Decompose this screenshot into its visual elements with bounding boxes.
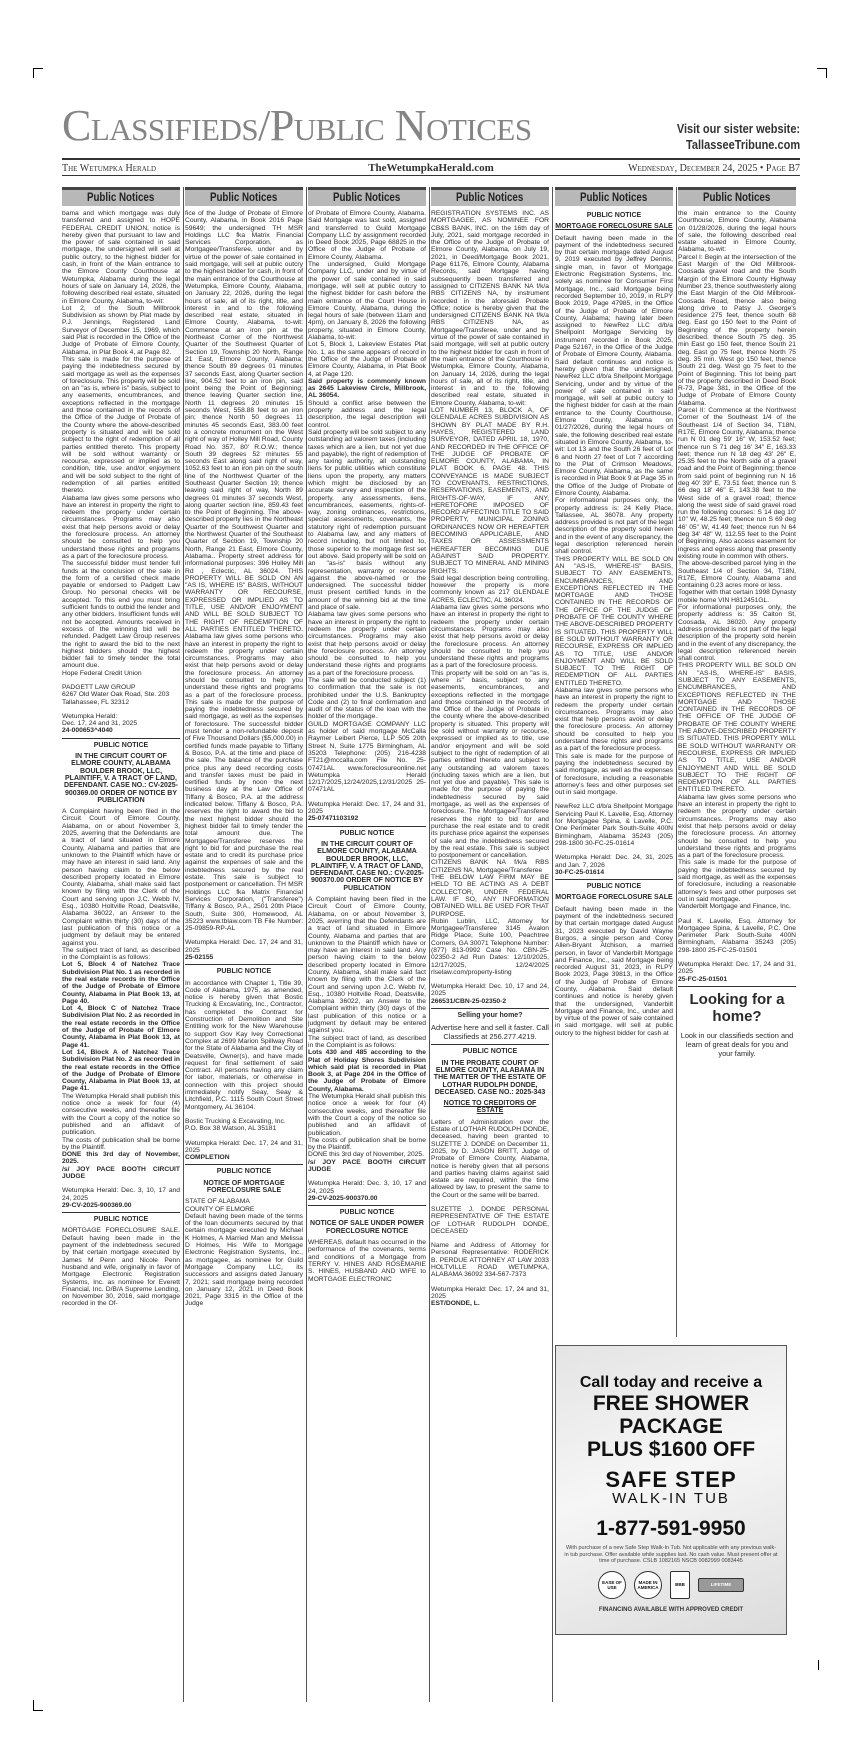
paper-name: The Wetumpka Herald [62, 163, 157, 174]
notice-paragraph: Alabama law gives some persons who have an interest in property the right to redeem the property under certain circumstances. Programs may also exist that help persons avoid or delay the foreclosure process. An attorney should be consulted to help you understand these rights and programs as a part of the foreclosure process. [308, 611, 426, 677]
column-body [62, 206, 180, 1308]
notice-paragraph: Default having been made of the terms of the loan documents secured by that certain mortgage executed by Michael K Holmes, A Married Man and Melissa D Holmes, His Wife to Mortgage Electronic Registration Systems, Inc., as mortgagee, as nominee for Guild Mortgage Company LLC, its successors and assigns dated January 7, 2021; said mortgage being recorded on January 12, 2021 in Deed Book 2021, Page 3315 in the Office of the Judge [185, 1212, 303, 1308]
spacer [678, 911, 796, 918]
notice-heading: PUBLIC NOTICE [586, 883, 642, 891]
notice-paragraph: PADGETT LAW GROUP [62, 684, 136, 691]
notice-bold-text: 25-02155 [185, 953, 214, 961]
notice-heading: PUBLIC NOTICE [462, 1048, 518, 1056]
column-header [308, 187, 426, 206]
notice-paragraph: Dec. 17, 24 and 31, 2025 [62, 720, 138, 728]
notice-paragraph: Wetumpka Herald: Dec. 24, 31, 2025 and Jan. 7, 2026 [555, 854, 673, 869]
notice-paragraph: The undersigned, Guild Mortgage Company LLC, under and by virtue of the power of sale contained in said mortgage, will sell at public outcry to the highest bidder for cash before the main entrance of the Court House in Elmore County, Alabama, during the legal hours of sale (between 11am and 4pm), on January 8, 2026 the following property, situated in Elmore County, Alabama, to-wit: [308, 261, 426, 342]
notice-heading: PUBLIC NOTICE [339, 1209, 395, 1217]
promo-text: Advertise here and sell it faster. Call Classifieds at 256.277.4219. [431, 1023, 549, 1042]
column-header [62, 187, 180, 206]
divider [62, 1212, 180, 1213]
crop-mark [33, 68, 43, 69]
notice-bold-text: Lots 430 and 485 according to the Plat of Holiday Shores Subdivision which said plat is recorded in Plat Book 3, at Page 204 in the Office of the Judge of Probate of Elmore County, Alabama. [308, 1049, 426, 1093]
notice-paragraph: For informational purposes only, the property address is: 35 Calton St, Coosada, AL 36020. Any property address provided is not part of the legal description of the property sold herein and in the event of any discrepancy, the legal description referenced herein shall control. [678, 604, 796, 663]
column-body [185, 206, 303, 1308]
notice-paragraph: Parcel I: Begin at the intersection of the East Margin of the Old Millbrook-Coosada gravel road and the South Margin of the Elmore County Highway Number 23, thence southwesterly along the East Margin of the Old Millbrook-Coosada Road, thence also being along drive to Patsy J. George's residence 275 feet, thence south 68 deg. East go 150 feet to the Point of Beginning of the property herein described. thence South 75 deg. 35 min East go 150 feet, thence South 21 deg. East go 75 feet, thence North 75 deg. 35 min. West go 150 feet, thence South 21 deg. West go 75 feet to the Point of Beginning. This lot being part of the property described in Deed Book R-73, Page 381, in the Office of the Judge of Probate of Elmore County Alabama. [678, 253, 796, 407]
divider [62, 738, 180, 739]
notice-heading: PUBLIC NOTICE [216, 1168, 272, 1176]
notice-bold-text: Lot 14, Block A of Natchez Trace Subdivision Plat No. 2 as recorded in the real estate records in the Office of the Judge of Probate of Elmore County, Alabama in Plat Book 13, at Page 41. [62, 1048, 180, 1093]
divider [431, 1008, 549, 1009]
ad-brand-logo: SAFE STEP [605, 1467, 737, 1492]
notice-subheading: MORTGAGE FORECLOSURE SALE [555, 223, 673, 231]
sister-website-label: Visit our sister website: [676, 122, 800, 136]
ad-badges [556, 1571, 786, 1599]
notice-paragraph: The Wetumpka Herald shall publish this notice once a week for four (4) consecutive weeks, and thereafter file with the Court a copy of the notice so published and an affidavit of publication. [308, 1093, 426, 1137]
ad-fine-print: With purchase of a new Safe Step Walk-In Tub. Not applicable with any previous walk-in tub purchase. Offer available while supplies last. No cash value. Must present offer at time of purchase. CSLB 1082165 NSCB 0082999 0083445 [564, 1545, 778, 1564]
column-header [555, 187, 673, 206]
notice-column [678, 187, 796, 1337]
spacer [62, 706, 180, 713]
notice-paragraph: The above-described parcel lying in the Southeast 1/4 of Section 34, T18N, R17E, Elmore County, Alabama and containing 0.23 acres more or less. [678, 560, 796, 590]
notice-paragraph: SUZETTE J. DONDE PERSONAL REPRESENTATIVE OF THE ESTATE OF LOTHAR RUDOLPH DONDE, DECEASED [431, 1206, 549, 1235]
divider [555, 879, 673, 880]
column-header [185, 187, 303, 206]
spacer [185, 932, 303, 939]
spacer [678, 954, 796, 961]
column-header-label: Public Notices [703, 192, 771, 204]
notice-column [185, 187, 303, 1702]
notice-paragraph: DONE this 3rd day of November, 2025. [308, 1151, 424, 1159]
divider [308, 1205, 426, 1206]
notice-heading: IN THE PROBATE COURT OF ELMORE COUNTY, ALABAMA IN THE MATTER OF THE ESTATE OF LOTHAR RUDOLPH DONDE, DECEASED. CASE NO.: 2025-343 [433, 1059, 547, 1096]
notice-paragraph: Lot 2, of the South Millbrook Subdivision as shown by Plat made by P.J. Jennings, Registered Land Surveyor of December 15, 1969, which said Plat is recorded in the Office of the Judge of Probate of Elmore County, Alabama, in Plat Book 4, at Page 82. [62, 304, 180, 356]
notice-paragraph: Together with that certain 1998 Dynasty mobile home VIN H812451GL. [678, 589, 796, 604]
safe-step-advertisement[interactable] [555, 1345, 787, 1635]
notice-paragraph: Paul K. Lavelle, Esq. Attorney for Mortgagee Spina, & Lavelle, P.C. One Perimeter Park South-Suite 400N Birmingham, Alabama 35243 (205) 298-1800 25-FC-25-01501 [678, 917, 796, 954]
notice-heading: MORTGAGE FORECLOSURE SALE [555, 894, 673, 902]
notice-paragraph: Wetumpka Herald: Dec. 10, 17 and 24, 2025 [431, 983, 549, 998]
notice-bold-text: /s/ JOY PACE BOOTH CIRCUIT JUDGE [308, 1158, 426, 1173]
notice-paragraph: bama and which mortgage was duly transferred and assigned to HOPE FEDERAL CREDIT UNION, notice is hereby given that pursuant to law and the power of sale contained in said mortgage, the undersigned will sell at public outcry, to the highest bidder for cash, in front of the Main entrance to the Elmore County Courthouse at Wetumpka, Alabama during the legal hours of sale on January 14, 2026, the following described real estate, situated in Elmore County, Alabama, to-wit: [62, 210, 180, 305]
divider [678, 986, 796, 987]
notice-paragraph: Alabama law gives some persons who have an interest in property the right to redeem the property under certain circumstances. Programs may also exist that help persons avoid or delay the foreclosure process. An attorney should be consulted to help you understand these rights and programs as a part of the foreclosure process. [678, 793, 796, 860]
ad-brand-subtitle: WALK-IN TUB [612, 1490, 730, 1507]
notice-paragraph: Default having been made in the payment of the indebtedness secured by that certain mortgage dated August 31, 2023 executed by David Wayne Burgos, a single person and Corey Allen-Bryant Atchison, a married person, in favor of Vanderbilt Mortgage and Finance, Inc., said Mortgage being recorded August 31, 2023, in RLPY Book 2023, Page 39813, in the Office of the Judge of Probate of Elmore County, Alabama. Said default continues and notice is hereby given that the undersigned, Vanderbilt Mortgage and Finance, Inc., under and by virtue of the power of sale contained in said mortgage, will sell at public outcry to the highest bidder for cash at [555, 905, 673, 1037]
notice-paragraph: The subject tract of land, as described in the Complaint is as follows: [62, 946, 180, 962]
notice-bold-text: 266531/CBN-25-02350-2 [431, 997, 507, 1005]
spacer [185, 1111, 303, 1118]
notice-bold-text: 30-FC-25-01614 [555, 868, 605, 876]
dateline: Wednesday, December 24, 2025 • Page B7 [628, 163, 800, 174]
promo-text: Look in our classifieds section and learn of great deals for you and your family. [680, 1030, 794, 1058]
sister-website [677, 121, 800, 153]
paper-website[interactable]: TheWetumpkaHerald.com [368, 162, 494, 174]
notice-paragraph: Wetumpka Herald: Dec. 17, 24 and 31, 2025 [678, 960, 796, 976]
notice-paragraph: Wetumpka Herald: Dec. 3, 10, 17 and 24, 2025 [308, 1180, 426, 1195]
column-header-label: Public Notices [87, 192, 155, 204]
notice-paragraph: A Complaint having been filed in the Circuit Court of Elmore County, Alabama, on or about November 3, 2025, averring that the Defendants are a tract of land situated in Elmore County, Alabama and parties that are unknown to the Plaintiff which have or may have an interest in said land. Any person having claim to the below described property located in Elmore County, Alabama, shall make said fact known by filing with the Clerk of the Court and serving upon J.C. Webb IV, Esq., 10380 Holtville Road, Deatsville, Alabama 36022, an Answer to the Complaint within thirty (30) days of the last publication of this notice or a judgment by default may be entered against you. [308, 896, 426, 1035]
bbb-badge-icon: BBB [670, 1571, 690, 1599]
notice-paragraph: Wetumpka Herald: [62, 712, 118, 720]
notice-column [308, 187, 426, 1702]
notice-paragraph: Bostic Trucking & Excavating, Inc. [185, 1117, 286, 1125]
notice-paragraph: CITIZENS BANK NA f/k/a RBS CITIZENS NA, Mortgagee/Transferee [431, 859, 549, 874]
notice-paragraph: Tallahassee, FL 32312 [62, 698, 130, 706]
spacer [431, 1235, 549, 1242]
notice-heading: PUBLIC NOTICE [93, 741, 149, 749]
notice-bold-text: 24-000653^4040 [62, 727, 113, 735]
notice-paragraph: Wetumpka Herald: Dec. 17, 24 and 31, 2025 [431, 1285, 549, 1300]
notice-paragraph: THIS PROPERTY WILL BE SOLD ON AN "AS-IS, WHERE-IS" BASIS, SUBJECT TO ANY EASEMENTS, ENCUMBRANCES, AND EXCEPTIONS REFLECTED IN THE MORTGAGE AND THOSE CONTAINED IN THE RECORDS OF THE OFFICE OF THE JUDGE OF PROBATE OF THE COUNTY WHERE THE ABOVE-DESCRIBED PROPERTY IS SITUATED. THIS PROPERTY WILL BE SOLD WITHOUT WARRANTY OR RECOURSE, EXPRESS OR IMPLIED AS TO TITLE, USE AND/OR ENJOYMENT AND WILL BE SOLD SUBJECT TO THE RIGHT OF REDEMPTION OF ALL PARTIES ENTITLED THERETO. [678, 662, 796, 794]
notice-paragraph: A Complaint having been filed in the Circuit Court of Elmore County, Alabama, on or about November 3, 2025, averring that the Defendants are a tract of land situated in Elmore County, Alabama and parties that are unknown to the Plaintiff which have or may have an interest in said land. Any person having claim to the below described property located in Elmore County, Alabama, shall make said fact known by filing with the Clerk of the Court and serving upon J.C. Webb IV, Esq., 10380 Holtville Road, Deatsville, Alabama 36022, an Answer to the Complaint within thirty (30) days of the last publication of this notice or a judgment by default may be entered against you. [62, 808, 180, 947]
notice-paragraph: THIS PROPERTY WILL BE SOLD ON AN "AS-IS, WHERE-IS" BASIS, SUBJECT TO ANY EASEMENTS, ENCUMBRANCES, AND EXCEPTIONS REFLECTED IN THE MORTGAGE AND THOSE CONTAINED IN THE RECORDS OF THE OFFICE OF THE JUDGE OF PROBATE OF THE COUNTY WHERE THE ABOVE-DESCRIBED PROPERTY IS SITUATED. THIS PROPERTY WILL BE SOLD WITHOUT WARRANTY OR RECOURSE, EXPRESS OR IMPLIED AS TO TITLE, USE AND/OR ENJOYMENT AND WILL BE SOLD SUBJECT TO THE RIGHT OF REDEMPTION OF ALL PARTIES ENTITLED THERETO. [555, 555, 673, 687]
notice-bold-text: EST/DONDE, L. [431, 1300, 480, 1308]
notice-bold-text: Lot 4, Block C of Natchez Trace Subdivision Plat No. 2 as recorded in the real estate records in the Office of the Judge of Probate of Elmore County, Alabama in Plat Book 13, at Page 41. [62, 1005, 180, 1049]
divider [185, 1164, 303, 1165]
notice-heading: PUBLIC NOTICE [93, 1216, 149, 1224]
folio-bar [62, 158, 800, 176]
column-header [431, 187, 549, 206]
column-divider [306, 187, 307, 1702]
notice-paragraph: WHEREAS, default has occurred in the performance of the covenants, terms and conditions of a Mortgage from TERRY V. HINES AND ROSEMARIE S. HINES, HUSBAND AND WIFE to MORTGAGE ELECTRONIC [308, 1239, 426, 1283]
notice-heading: NOTICE OF MORTGAGE FORECLOSURE SALE [203, 1179, 285, 1194]
divider [308, 826, 426, 827]
notice-paragraph: Said property will be sold subject to any outstanding ad valorem taxes (including taxes which are a lien, but not yet due and payable), the right of redemption of any taxing authority, all outstanding liens for public utilities which constitute liens upon the property, any matters which might be disclosed by an accurate survey and inspection of the property, any assessments, liens, encumbrances, easements, rights-of-way, zoning ordinances, restrictions, special assessments, covenants, the statutory right of redemption pursuant to Alabama law, and any matters of record including, but not limited to, those superior to the mortgage first set out above. Said property will be sold on an "as-is" basis without any representation, warranty or recourse against the above-named or the undersigned. The successful bidder must present certified funds in the amount of the winning bid at the time and place of sale. [308, 428, 426, 612]
notice-paragraph: Vanderbilt Mortgage and Finance, Inc. [678, 903, 791, 911]
notice-bold-text: Lot 5, Block 4 of Natchez Trace Subdivision Plat No. 1 as recorded in the real estate records in the Office of the Judge of Probate of Elmore County, Alabama in Plat Book 13, at Page 40. [62, 961, 180, 1005]
notice-paragraph: Rubin Lublin, LLC, Attorney for Mortgagee/Transferee 3145 Avalon Ridge Place, Suite 100, Peachtree Corners, GA 30071 Telephone Number: (877) 813-0992 Case No. CBN-25-02350-2 Ad Run Dates: 12/10/2025, 12/17/2025, 12/24/2025 rlselaw.com/property-listing [431, 917, 549, 976]
notice-paragraph: MORTGAGE FORECLOSURE SALE. Default having been made in the payment of the indebtedness secured by that certain mortgage executed by James M Penn and Nicole Penn husband and wife, originally in favor of Mortgage Electronic Registration Systems, Inc. as nominee for Everett Financial, Inc. D/B/A Supreme Lending, on November 30, 2016, said mortgage recorded in the Of- [62, 1227, 180, 1308]
notice-paragraph: Alabama law gives some persons who have an interest in property the right to redeem the property under certain circumstances. Programs may also exist that help persons avoid or delay the foreclosure process. An attorney should be consulted to help you understand these rights and programs as a part of the foreclosure process. [62, 494, 180, 560]
spacer [308, 794, 426, 801]
column-header-label: Public Notices [456, 192, 524, 204]
spacer [62, 1180, 180, 1187]
promo-heading: Looking for a home? [689, 990, 785, 1025]
made-in-america-badge-icon: MADE IN AMERICA [634, 1571, 662, 1599]
notice-paragraph: THE BELOW LAW FIRM MAY BE HELD TO BE ACTING AS A DEBT COLLECTOR, UNDER FEDERAL LAW. IF SO, ANY INFORMATION OBTAINED WILL BE USED FOR THAT PURPOSE. [431, 874, 549, 918]
notice-paragraph: Default having been made in the payment of the indebtedness secured by that certain mortgage dated August 9, 2019 executed by Jeffrey Dennis, single man, in favor of Mortgage Electronic Registration Systems, Inc. solely as nominee for Consumer First Mortgage, Inc., said Mortgage being recorded September 10, 2019, in RLPY Book 2019, Page 47985, in the Office of the Judge of Probate of Elmore County, Alabama; having later been assigned to NewRez LLC d/b/a Shellpoint Mortgage Servicing by instrument recorded in Book 2025, Page 52167, in the Office of the Judge of Probate of Elmore County, Alabama. Said default continues and notice is hereby given that the undersigned, NewRez LLC d/b/a Shellpoint Mortgage Servicing, under and by virtue of the power of sale contained in said mortgage, will sell at public outcry to the highest bidder for cash at the main entrance to the County Courthouse, Elmore County, Alabama on 01/27/2026, during the legal hours of sale, the following described real estate situated in Elmore County, Alabama, to-wit: Lot 13 and the South 26 feet of Lot 6 and North 27 feet of Lot 7 according to the Plat of Crimson Meadows, Elmore County, Alabama, as the same is recorded in Plat Book 9 at Page 35 in the Office of the Judge of Probate of Elmore County, Alabama. [555, 234, 673, 497]
notice-paragraph: This sale is made for the purpose of paying the indebtedness secured by said mortgage, as well as the expenses of foreclosure, including a reasonable attorney's fees and other purposes set out in said mortgage. [678, 859, 796, 903]
crop-mark [817, 68, 827, 69]
notice-bold-text: DONE this 3rd day of November, 2025. [62, 1151, 180, 1166]
notice-bold-text: 25-FC-25-01501 [678, 975, 728, 983]
notice-column [431, 187, 549, 1702]
column-header-label: Public Notices [333, 192, 401, 204]
notice-paragraph: Wetumpka Herald: Dec. 17, 24 and 31, 2025 [185, 1139, 303, 1154]
divider [431, 1044, 549, 1045]
notice-heading: IN THE CIRCUIT COURT OF ELMORE COUNTY, ALABAMA BOULDER BROOK, LLC, PLAINTIFF, V. A TRACT OF LAND, DEFENDANT. CASE NO.: CV-2025-900369.00 ORDER OF NOTICE BY PUBLICATION [64, 753, 178, 804]
crop-mark [818, 1660, 819, 1670]
notice-paragraph: fice of the Judge of Probate of Elmore County, Alabama, in Book 2016 Page 59649; the undersigned TH MSR Holdings LLC fka Matrix Financial Services Corporation, as Mortgagee/Transferee, under and by virtue of the power of sale contained in said mortgage, will sell at public outcry to the highest bidder for cash, in front of the main entrance of the Courthouse at Wetumpka, Elmore County, Alabama, on January 22, 2026, during the legal hours of sale, all of its right, title, and interest in and to the following described real estate, situated in Elmore County, Alabama, to-wit: Commence at an iron pin at the Northeast Corner of the Northwest Quarter of the Southwest Quarter of Section 19, Township 20 North, Range 21 East, Elmore County, Alabama; thence South 89 degrees 01 minutes 37 seconds East, along Quarter section line, 904.52 feet to an iron pin, said point being the Point of Beginning; thence leaving Quarter section line, North 11 degrees 20 minutes 15 seconds West, 558.88 feet to an iron pin; thence North 50 degrees 11 minutes 45 seconds East, 383.00 feet to a concrete monument on the West right of way of Holley Mill Road, County Road No. 357, 80' R.O.W.; thence South 39 degrees 52 minutes 55 seconds East along said right of way, 1052.63 feet to an iron pin on the south line of the Northwest Quarter of the Southeast Quarter Section 19; thence leaving said right of way, North 89 degrees 01 minutes 37 seconds West, along quarter section line, 859.43 feet to the Point of Beginning. The above-described property lies in the Northeast Quarter of the Southwest Quarter and the Northwest Quarter of the Southeast Quarter of Section 19, Township 20 North, Range 21 East, Elmore County, Alabama.. Property street address for informational purposes: 396 Holley Mill Rd , Eclectic, AL 36024. THIS PROPERTY WILL BE SOLD ON AN "AS IS, WHERE IS" BASIS, WITHOUT WARRANTY OR RECOURSE, EXPRESSED OR IMPLIED AS TO TITLE, USE AND/OR ENJOYMENT AND WILL BE SOLD SUBJECT TO THE RIGHT OF REDEMPTION OF ALL PARTIES ENTITLED THERETO. Alabama law gives some persons who have an interest in property the right to redeem the property under certain circumstances. Programs may also exist that help persons avoid or delay the foreclosure process. An attorney should be consulted to help you understand these rights and programs as a part of the foreclosure process. This sale is made for the purpose of paying the indebtedness secured by said mortgage, as well as the expenses of foreclosure. The successful bidder must tender a non-refundable deposit of Five Thousand Dollars ($5,000.00) in certified funds made payable to Tiffany & Bosco, P.A. at the time and place of the sale. The balance of the purchase price plus any deed recording costs and transfer taxes must be paid in certified funds by noon the next business day at the Law Office of Tiffany & Bosco, P.A. at the address indicated below. Tiffany & Bosco, P.A. reserves the right to award the bid to the next highest bidder should the highest bidder fail to timely tender the total amount due. The Mortgagee/Transferee reserves the right to bid for and purchase the real estate and to credit its purchase price against the expenses of sale and the indebtedness secured by the real estate. This sale is subject to postponement or cancellation. TH MSR Holdings LLC fka Matrix Financial Services Corporation, ("Transferee") Tiffany & Bosco, P.A., 2501 20th Place South, Suite 300, Homewood, AL 35223 www.tblaw.com TB File Number: 25-09859-RP-AL [185, 210, 303, 933]
ad-headline: Call today and receive a [579, 1374, 763, 1391]
notice-paragraph: REGISTRATION SYSTEMS INC. AS MORTGAGEE, AS NOMINEE FOR CB&S BANK, INC. on the 16th day of July, 2021, said mortgage recorded in the Office of the Judge of Probate of Elmore County, Alabama, on July 19, 2021, in Deed/Mortgage Book 2021, Page 61176, Elmore County, Alabama Records, said Mortgage having subsequently been transferred and assigned to CITIZENS BANK NA f/k/a RBS CITIZENS NA, by instrument recorded in the aforesaid Probate Office; notice is hereby given that the undersigned CITIZENS BANK NA f/k/a RBS CITIZENS NA, as Mortgagee/Transferee, under and by virtue of the power of sale contained in said mortgage, will sell at public outcry to the highest bidder for cash in front of the main entrance of the Courthouse in Wetumpka, Elmore County, Alabama, on January 14, 2026, during the legal hours of sale, all of its right, title, and interest in and to the following described real estate, situated in Elmore County, Alabama, to-wit: [431, 210, 549, 407]
notice-paragraph: Name and Address of Attorney for Personal Representative: RODERICK B. PERDUE ATTORNEY AT LAW 2033 HOLTVILLE ROAD WETUMPKA, ALABAMA 36092 334-567-7373 [431, 1242, 549, 1279]
notice-paragraph: the main entrance to the County Courthouse, Elmore County, Alabama on 01/28/2026, during the legal hours of sale, the following described real estate situated in Elmore County, Alabama, to-wit: [678, 210, 796, 254]
notice-paragraph: This property will be sold on an "as is, where is" basis, subject to any easements, encumbrances, and exceptions reflected in the mortgage and those contained in the records of the Office of the Judge of Probate in the county where the above-described property is situated. This property will be sold without warranty or recourse, expressed or implied as to title, use and/or enjoyment and will be sold subject to the right of redemption of all parties entitled thereto and subject to any outstanding ad valorem taxes (including taxes which are a lien, but not yet due and payable). This sale is made for the purpose of paying the indebtedness secured by said mortgage, as well as the expenses of foreclosure. The Mortgagee/Transferee reserves the right to bid for and purchase the real estate and to credit its purchase price against the expenses of sale and the indebtedness secured by the real estate. This sale is subject to postponement or cancellation. [431, 669, 549, 860]
lifetime-warranty-badge-icon: LIFETIME [698, 1578, 744, 1592]
crop-mark [33, 1700, 34, 1710]
notice-paragraph: This sale is made for the purpose of paying the indebtedness secured by said mortgage, as well as the expenses of foreclosure, including a reasonable attorney's fees and other purposes set out in said mortgage. [555, 752, 673, 797]
column-body [678, 206, 796, 1058]
column-header-label: Public Notices [210, 192, 278, 204]
ad-offer-line: PACKAGE [619, 1415, 723, 1438]
notice-paragraph: Parcel II: Commence at the Northwest Corner of the Southeast 1/4 of the Southeast 1/4 of Section 34, T18N, R17E, Elmore County, Alabama; thence run N 01 deg 59' 16" W, 153.52 feet; thence run S 71 deg 16' 34" E, 163.33 feet; thence run N 18 deg 43' 26" E, 25.35 feet to the North side of a gravel road and the Point of Beginning; thence from said point of beginning run N 16 deg 40' 39" E, 73.51 feet; thence run S 66 deg 18' 46" E, 143.38 feet to the West side of a gravel road; thence along the west side of said gravel road run the following courses: S 14 deg 10' 10" W, 48.25 feet; thence run S 69 deg 46' 05" W, 41.49 feet; thence run N 64 deg 34' 48" W, 112.55 feet to the Point of Beginning. Also access easement for ingress and egress along that presently existing route in common with others. [678, 407, 796, 560]
notice-paragraph: 6267 Old Water Oak Road, Ste. 203 [62, 691, 170, 699]
notice-paragraph: Hope Federal Credit Union [62, 669, 142, 677]
notice-paragraph: The Wetumpka Herald shall publish this notice once a week for four (4) consecutive weeks, and thereafter file with the Court a copy of the notice so published and an affidavit of publication. [62, 1092, 180, 1137]
crop-mark [33, 68, 34, 78]
notice-paragraph: Should a conflict arise between the property address and the legal description, the legal description will control. [308, 399, 426, 429]
ad-financing-note: FINANCING AVAILABLE WITH APPROVED CREDIT [598, 1606, 744, 1613]
notice-heading: Selling your home? [457, 1012, 523, 1020]
notice-bold-text: 25-07471103192 [308, 815, 359, 823]
spacer [431, 976, 549, 983]
column-body [308, 206, 426, 1283]
notice-paragraph: LOT NUMBER 13, BLOCK A, OF GLENDALE ACRES SUBDIVISION AS SHOWN BY PLAT MADE BY R.H. HAYES, REGISTERED LAND SURVEYOR, DATED APRIL 18, 1970, AND RECORDED IN THE OFFICE OF THE JUDGE OF PROBATE OF ELMORE COUNTY, ALABAMA, IN PLAT BOOK 6, PAGE 48. THIS CONVEYANCE IS MADE SUBJECT TO COVENANTS, RESTRICTIONS, RESERVATIONS, EASEMENTS, AND RIGHTS-OF-WAY, IF ANY, HERETOFORE IMPOSED OF RECORD AFFECTING TITLE TO SAID PROPERTY, MUNICIPAL ZONING ORDINANCES NOW OR HEREAFTER BECOMING APPLICABLE, AND TAXES OR ASSESSMENTS HEREAFTER BECOMING DUE AGAINST SAID PROPERTY. SUBJECT TO MINERAL AND MINING RIGHTS. [431, 407, 549, 575]
notice-paragraph: NewRez LLC d/b/a Shellpoint Mortgage Servicing Paul K. Lavelle, Esq. Attorney for Mortgagee Spina, & Lavelle, P.C. One Perimeter Park South-Suite 400N Birmingham, Alabama 35243 (205) 298-1800 30-FC-25-01614 [555, 803, 673, 847]
column-divider [676, 187, 677, 1337]
notice-heading: PUBLIC NOTICE [339, 829, 395, 837]
notice-paragraph: COUNTY OF ELMORE [185, 1205, 255, 1213]
notice-heading: PUBLIC NOTICE [216, 968, 272, 976]
notice-heading: PUBLIC NOTICE [586, 212, 642, 219]
spacer [555, 847, 673, 854]
spacer [431, 1279, 549, 1286]
notice-bold-text: Said property is commonly known as 2645 Lakeview Circle, Millbrook, AL 36054. [308, 377, 426, 400]
notice-paragraph: STATE OF ALABAMA [185, 1198, 250, 1206]
divider [185, 964, 303, 965]
notice-subheading: NOTICE TO CREDITORS OF ESTATE [443, 1100, 537, 1115]
crop-mark [33, 1710, 43, 1711]
column-divider [552, 187, 553, 1702]
sister-website-url[interactable]: TallasseeTribune.com [685, 138, 800, 152]
column-body [431, 206, 549, 1308]
notice-paragraph: Letters of Administration over the Estate of LOTHAR RUDOLPH DONDE, deceased, having been granted to SUZETTE J. DONDE on December 11, 2025, by D. JASON BRITT, Judge of Probate of Elmore County, Alabama, notice is hereby given that all persons and parties having claims against said estate are required, within the time allowed by law, to present the same to the Court or the same will be barred. [431, 1118, 549, 1199]
notice-paragraph: Wetumpka Herald: Dec. 3, 10, 17 and 24, 2025 [62, 1187, 180, 1202]
notice-paragraph: P.O. Box 38 Watson, AL 35181 [185, 1125, 277, 1133]
notice-bold-text: COMPLETION [185, 1154, 230, 1162]
notice-paragraph: The successful bidder must tender full funds at the conclusion of the sale in the form of a certified check made payable or endorsed to Padgett Law Group. No personal checks will be accepted. To this end you must bring sufficient funds to outbid the lender and any other bidders. Insufficient funds will not be accepted. Amounts received in excess of the winning bid will be refunded. Padgett Law Group reserves the right to award the bid to the next highest bidders should the highest bidder fail to timely tender the total amount due. [62, 560, 180, 670]
spacer [431, 1199, 549, 1206]
column-divider [183, 187, 184, 1702]
notice-paragraph: of Probate of Elmore County, Alabama. Said Mortgage was last sold, assigned and transferred to Guild Mortgage Company LLC by assignment recorded in Deed Book 2025, Page 68825 in the Office of the Judge of Probate of Elmore County, Alabama. [308, 210, 426, 261]
notice-paragraph: GUILD MORTGAGE COMPANY LLC as holder of said mortgage McCalla Raymer Leibert Pierce, LLP 505 20th Street N, Suite 1775 Birmingham, AL 35203 Telephone: (205) 216-4238 FT21@mccalla.com File No. 25-07471AL www.foreclosureonline.net Wetumpka Herald 12/17/2025,12/24/2025,12/31/2025 25-07471AL [308, 720, 426, 794]
notice-bold-text: /s/ JOY PACE BOOTH CIRCUIT JUDGE [62, 1165, 180, 1180]
notice-paragraph: Said legal description being controlling, however the property is more commonly known as 217 GLENDALE ACRES, ECLECTIC, AL 36024. [431, 574, 549, 604]
notice-paragraph: Lot 5, Block 1, Lakeview Estates Plat No. 1, as the same appears of record in the Office of the Judge of Probate of Elmore County, Alabama, in Plat Book 4, at Page 120. [308, 341, 426, 378]
notice-paragraph: For informational purposes only, the property address is: 24 Kelly Place, Tallassee, AL 36078. Any property address provided is not part of the legal description of the property sold herein and in the event of any discrepancy, the legal description referenced herein shall control. [555, 497, 673, 556]
ad-offer-line: FREE SHOWER [592, 1392, 750, 1415]
spacer [185, 1133, 303, 1140]
ad-phone-number[interactable]: 1-877-591-9950 [596, 1517, 746, 1540]
notice-column [62, 187, 180, 1702]
notice-paragraph: Wetumpka Herald: Dec. 17, 24 and 31, 2025 [185, 939, 303, 954]
spacer [308, 1173, 426, 1180]
notice-paragraph: The subject tract of land, as described in the Complaint is as follows: [308, 1034, 426, 1049]
notice-paragraph: In accordance with Chapter 1, Title 39, Code of Alabama, 1975, as amended, notice is hereby given that Bostic Trucking & Excavating, Inc., Contractor, has completed the Contract for Construction of Demolition and Site Entitling work for the New Warehouse to support Gov Kay Ivey Correctional Complex at 2699 Marion Spillway Road for the State of Alabama and the City of Deatsville, Owner(s), and have made request for final settlement of said Contract. All persons having any claim for labor, materials, or otherwise in connection with this project should immediately notify Seay, Seay & Litchfield, P.C. 1115 South Court Street Montgomery, AL 36104. [185, 979, 303, 1111]
notice-paragraph: The costs of publication shall be borne by the Plaintiff. [308, 1136, 426, 1152]
column-divider [429, 187, 430, 1702]
notice-paragraph: Alabama law gives some persons who have an interest in property the right to redeem the property under certain circumstances. Programs may also exist that help persons avoid or delay the foreclosure process. An attorney should be consulted to help you understand these rights and programs as a part of the foreclosure process. [555, 687, 673, 753]
notice-paragraph: The sale will be conducted subject (1) to confirmation that the sale is not prohibited under the U.S. Bankruptcy Code and (2) to final confirmation and audit of the status of the loan with the holder of the mortgage. [308, 677, 426, 721]
notice-heading: NOTICE OF SALE UNDER POWER FORECLOSURE NOTICE [310, 1220, 424, 1235]
spacer [555, 796, 673, 803]
notice-column [555, 187, 673, 1337]
notice-paragraph: This sale is made for the purpose of paying the indebtedness secured by said mortgage as well as the expenses of foreclosure. This property will be sold on an "as is, where is" basis, subject to any easements, encumbrances, and exceptions reflected in the mortgage and those contained in the records of the Office of the Judge of Probate of the County where the above-described property is situated and will be sold subject to the right of redemption of all parties entitled thereto. This property will be sold without warranty or recourse, expressed or implied as to condition, title, use and/or enjoyment and will be sold subject to the right of redemption of all parties entitled thereto. [62, 355, 180, 495]
ease-of-use-badge-icon: EASE OF USE [598, 1571, 626, 1599]
page-title: Classifieds/Public Notices [62, 101, 532, 150]
column-header-label: Public Notices [580, 192, 648, 204]
column-body [555, 206, 673, 1037]
notice-paragraph: Alabama law gives some persons who have an interest in property the right to redeem the property under certain circumstances. Programs may also exist that help persons avoid or delay the foreclosure process. An attorney should be consulted to help you understand these rights and programs as a part of the foreclosure process. [431, 604, 549, 670]
column-header [678, 187, 796, 206]
crop-mark [826, 68, 827, 78]
notice-bold-text: 29-CV-2025-900370.00 [308, 1194, 378, 1202]
notice-paragraph: Wetumpka Herald: Dec. 17, 24 and 31, 2025 [308, 800, 426, 816]
spacer [62, 677, 180, 684]
notice-paragraph: The costs of publication shall be borne by the Plaintiff. [62, 1136, 180, 1151]
ad-offer-line: PLUS $1600 OFF [586, 1438, 756, 1461]
notice-heading: IN THE CIRCUIT COURT OF ELMORE COUNTY, ALABAMA BOULDER BROOK, LLC, PLAINTIFF, V. A TRACT OF LAND, DEFENDANT. CASE NO.: CV-2025-900370.00 ORDER OF NOTICE BY PUBLICATION [310, 840, 424, 892]
notice-bold-text: 29-CV-2025-900369.00 [62, 1201, 132, 1209]
